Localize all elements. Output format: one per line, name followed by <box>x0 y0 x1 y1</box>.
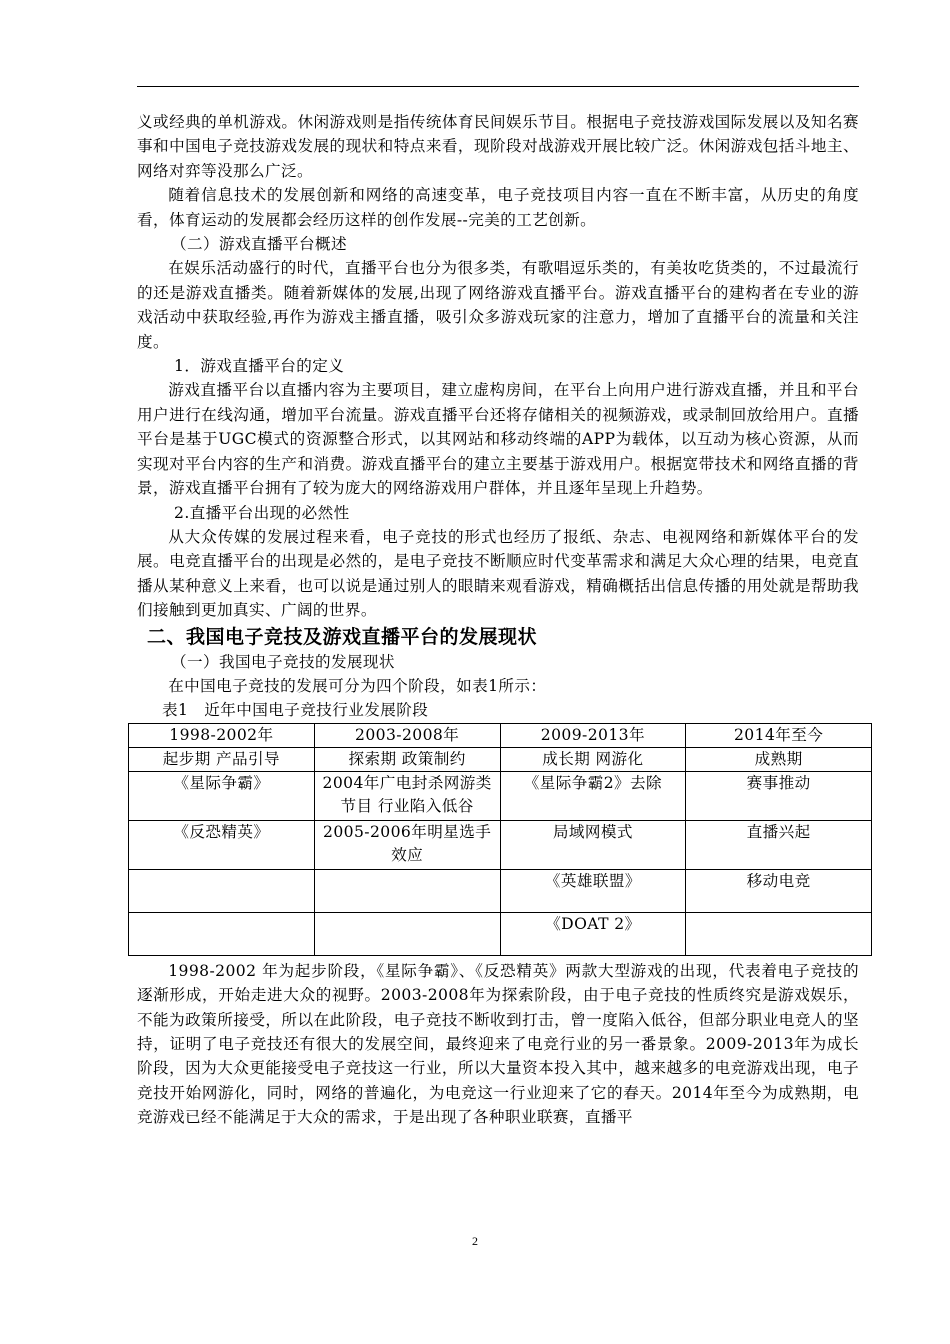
section-title: 二、我国电子竞技及游戏直播平台的发展现状 <box>147 625 538 648</box>
table-row <box>129 820 872 869</box>
table-caption: 表1 近年中国电子竞技行业发展阶段 <box>162 701 429 720</box>
paragraph-continuation: 义或经典的单机游戏。休闲游戏则是指传统体育民间娱乐节目。根据电子竞技游戏国际发展以及知名赛事和中国电子竞技游戏发展的现状和特点来看，现阶段对战游戏开展比较广泛。休闲游戏包括斗地主、网络对弈等没那么广泛。 <box>137 113 859 180</box>
table-cell <box>686 912 872 955</box>
table-cell: 2004年广电封杀网游类节目 行业陷入低谷 <box>314 771 500 820</box>
page-body <box>137 110 859 1130</box>
table-cell: 《星际争霸2》去除 <box>500 771 686 820</box>
table-cell: 2005-2006年明星选手效应 <box>314 820 500 869</box>
table-cell: 移动电竞 <box>686 869 872 912</box>
heading-live-platform-overview: （二）游戏直播平台概述 <box>171 235 347 254</box>
table-header-cell: 1998-2002年 <box>129 723 315 747</box>
heading-platform-definition: 1．游戏直播平台的定义 <box>174 357 345 376</box>
table-subheader-cell: 起步期 产品引导 <box>129 747 315 771</box>
table-row <box>129 912 872 955</box>
page-number: 2 <box>472 1234 478 1248</box>
table-header-cell: 2003-2008年 <box>314 723 500 747</box>
heading-platform-necessity: 2.直播平台出现的必然性 <box>174 503 350 522</box>
paragraph-stage-explanation: 1998-2002 年为起步阶段，《星际争霸》、《反恐精英》两款大型游戏的出现，代表着电子竞技的逐渐形成，开始走进大众的视野。2003-2008年为探索阶段，由于电子竞技的性质终究是游戏娱乐，不能为政策所接受，所以在此阶段，电子竞技不断收到打击，曾一度陷入低谷，但部分职业电竞人的坚持，证明了电子竞技还有很大的发展空间，最终迎来了电竞行业的另一番景象。2009-2013年为成长阶段，因为大众更能接受电子竞技这一行业，所以大量资本投入其中，越来越多的电竞游戏出现，电子竞技开始网游化，同时，网络的普遍化，为电竞这一行业迎来了它的春天。2014年至今为成熟期，电竞游戏已经不能满足于大众的需求，于是出现了各种职业联赛，直播平 <box>137 961 859 1127</box>
table-row <box>129 771 872 820</box>
table-header-cell: 2009-2013年 <box>500 723 686 747</box>
paragraph-table-intro: 在中国电子竞技的发展可分为四个阶段，如表1所示： <box>168 676 547 695</box>
table-cell: 局域网模式 <box>500 820 686 869</box>
heading-esports-status: （一）我国电子竞技的发展现状 <box>171 652 395 671</box>
table-header-row <box>129 723 872 747</box>
table-cell: 赛事推动 <box>686 771 872 820</box>
table-cell <box>129 869 315 912</box>
paragraph-platform-definition: 游戏直播平台以直播内容为主要项目，建立虚构房间，在平台上向用户进行游戏直播，并且和平台用户进行在线沟通，增加平台流量。游戏直播平台还将存储相关的视频游戏，或录制回放给用户。直播平台是基于UGC模式的资源整合形式，以其网站和移动终端的APP为载体，以互动为核心资源，从而实现对平台内容的生产和消费。游戏直播平台的建立主要基于游戏用户。根据宽带技术和网络直播的背景，游戏直播平台拥有了较为庞大的网络游戏用户群体，并且逐年呈现上升趋势。 <box>137 381 859 498</box>
table-cell <box>129 912 315 955</box>
table-cell <box>314 912 500 955</box>
table-header-cell: 2014年至今 <box>686 723 872 747</box>
table-subheader-cell: 成长期 网游化 <box>500 747 686 771</box>
table-cell: 《英雄联盟》 <box>500 869 686 912</box>
paragraph-tech-development: 随着信息技术的发展创新和网络的高速变革，电子竞技项目内容一直在不断丰富，从历史的角度看，体育运动的发展都会经历这样的创作发展--完美的工艺创新。 <box>137 186 859 229</box>
table-cell: 《DOAT 2》 <box>500 912 686 955</box>
development-stages-table <box>128 723 872 956</box>
table-subheader-row <box>129 747 872 771</box>
paragraph-live-platform-overview: 在娱乐活动盛行的时代，直播平台也分为很多类，有歌唱逗乐类的，有美妆吃货类的，不过最流行的还是游戏直播类。随着新媒体的发展,出现了网络游戏直播平台。游戏直播平台的建构者在专业的游戏活动中获取经验,再作为游戏主播直播，吸引众多游戏玩家的注意力，增加了直播平台的流量和关注度。 <box>137 259 859 351</box>
table-row <box>129 869 872 912</box>
table-cell: 《反恐精英》 <box>129 820 315 869</box>
table-cell: 直播兴起 <box>686 820 872 869</box>
table-cell <box>314 869 500 912</box>
table-subheader-cell: 成熟期 <box>686 747 872 771</box>
paragraph-platform-necessity: 从大众传媒的发展过程来看，电子竞技的形式也经历了报纸、杂志、电视网络和新媒体平台的发展。电竞直播平台的出现是必然的，是电子竞技不断顺应时代变革需求和满足大众心理的结果，电竞直播从某种意义上来看，也可以说是通过别人的眼睛来观看游戏，精确概括出信息传播的用处就是帮助我们接触到更加真实、广阔的世界。 <box>137 527 859 620</box>
table-subheader-cell: 探索期 政策制约 <box>314 747 500 771</box>
header-rule <box>137 86 859 87</box>
table-cell: 《星际争霸》 <box>129 771 315 820</box>
